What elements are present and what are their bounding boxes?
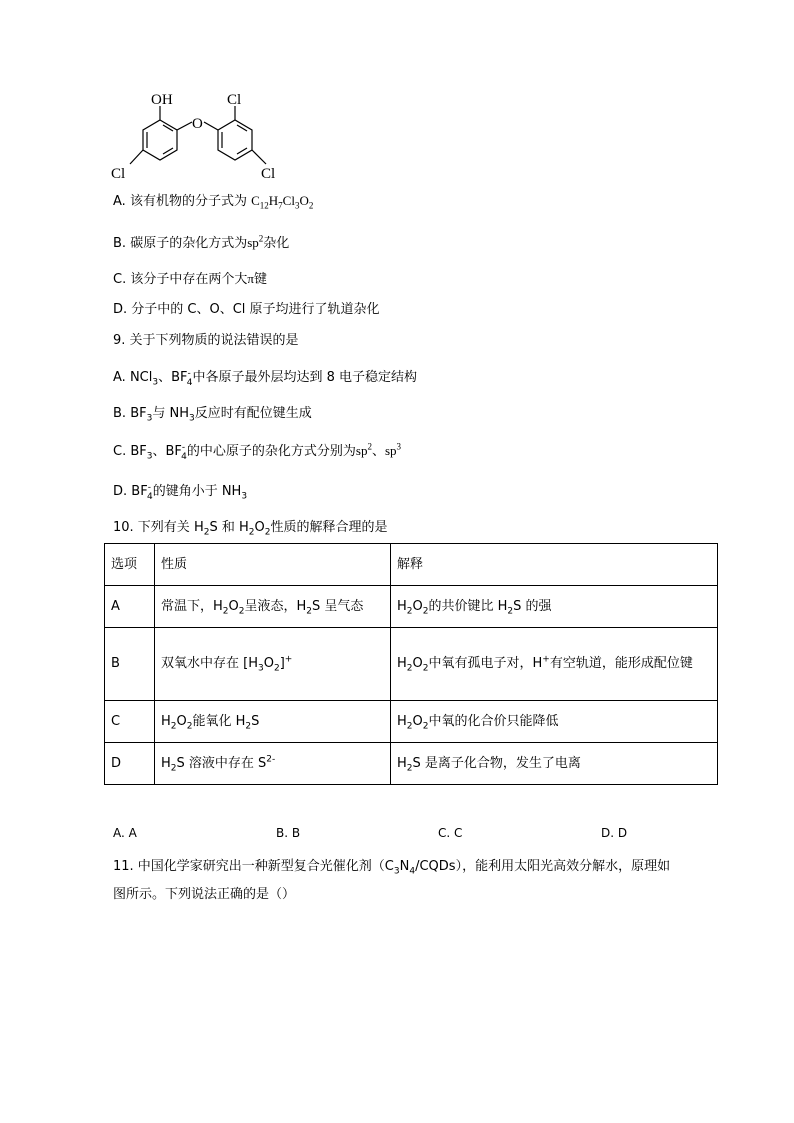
table-header-row — [105, 544, 718, 586]
q10-answer-b: B. B — [276, 826, 301, 840]
q10-answer-a: A. A — [113, 826, 137, 840]
q9-option-c: C. $BF_3$、$BF^-_4$的中心原子的杂化方式分别为$sp^2$、$sp^3$ — [113, 441, 402, 462]
ether-oxygen-label: O — [192, 116, 203, 132]
q10-answer-c: C. C — [438, 826, 463, 840]
q11-line-2: 图所示。下列说法正确的是（） — [113, 887, 296, 902]
q11-line-1: 11. 中国化学家研究出一种新型复合光催化剂$(C_3N_4/CQDs)$，能利用太阳光高效分解水，原理如 — [113, 859, 671, 877]
chlorine-right-label: Cl — [261, 166, 276, 182]
q10-answer-d: D. D — [601, 826, 628, 840]
q8-option-c: C. 该分子中存在两个大π键 — [113, 271, 267, 287]
table-row: D $H_2S$ 溶液中存在 $S^{2-}$ $H_2S$ 是离子化合物，发生了电离 — [105, 743, 718, 785]
chlorine-left-label: Cl — [111, 166, 126, 182]
q9-option-d: D. $BF^-_4$的键角小于 $NH_3$ — [113, 482, 248, 502]
header-property: 性质 — [155, 544, 391, 586]
q10-stem: 10. 下列有关 $H_2S$ 和 $H_2O_2$性质的解释合理的是 — [113, 520, 388, 538]
q10-table — [104, 543, 718, 785]
molecular-formula: $C_{12}H_7Cl_3O_2$ — [251, 193, 314, 211]
molecule-structure-diagram — [108, 90, 308, 182]
q8-option-a: A. 该有机物的分子式为 $C_{12}H_7Cl_3O_2$ — [113, 193, 314, 211]
q9-option-a: A. NCl$_3$、$BF^-_4$中各原子最外层均达到 8 电子稳定结构 — [113, 368, 418, 388]
hydroxyl-label: OH — [151, 92, 173, 108]
q11-stem — [113, 853, 703, 909]
q9-stem: 9. 关于下列物质的说法错误的是 — [113, 333, 299, 348]
table-row: A 常温下，$H_2O_2$呈液态，$H_2S$ 呈气态 $H_2O_2$的共价键比 $H_2S$ 的强 — [105, 586, 718, 628]
q9-option-b: B. $BF_3$与 $NH_3$反应时有配位键生成 — [113, 406, 312, 424]
chlorine-top-label: Cl — [227, 92, 242, 108]
table-row: B 双氧水中存在 $[H_3O_2]^+$ $H_2O_2$中氧有孤电子对，H+有空轨道，能形成配位键 — [105, 628, 718, 701]
header-explanation: 解释 — [391, 544, 718, 586]
header-option: 选项 — [105, 544, 155, 586]
q8-option-b: B. 碳原子的杂化方式为$sp^2$杂化 — [113, 233, 290, 251]
table-row: C $H_2O_2$能氧化 $H_2S$ $H_2O_2$中氧的化合价只能降低 — [105, 701, 718, 743]
q8-option-d: D. 分子中的 C、O、Cl 原子均进行了轨道杂化 — [113, 302, 380, 317]
